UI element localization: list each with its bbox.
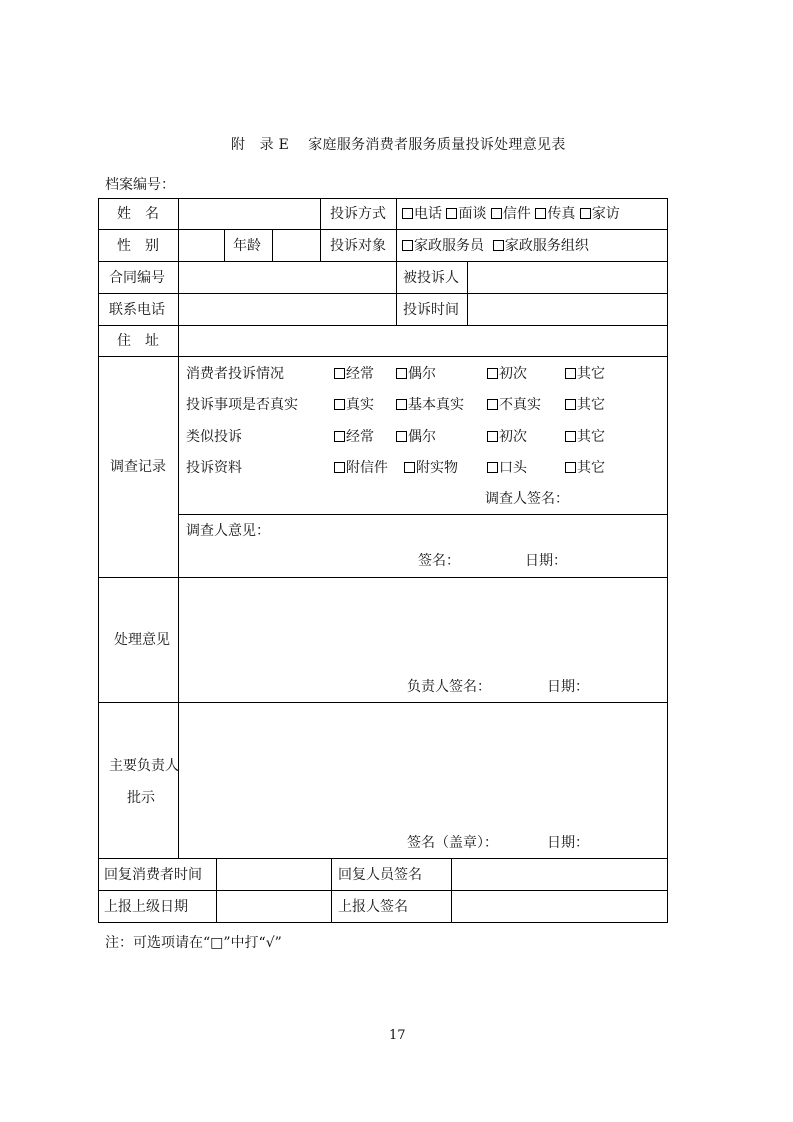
checkbox-icon[interactable] [402, 208, 413, 219]
method-fax-option[interactable]: 传真 [535, 206, 575, 222]
q4-option-letter[interactable]: 附信件 [334, 460, 388, 476]
checkbox-icon[interactable] [580, 208, 591, 219]
contact-phone-field[interactable] [180, 295, 395, 324]
q2-option-true[interactable]: 真实 [334, 397, 374, 413]
investigation-q1: 消费者投诉情况 [186, 366, 284, 382]
complaint-method-label: 投诉方式 [330, 206, 386, 222]
checkbox-icon[interactable] [491, 208, 502, 219]
contract-number-field[interactable] [180, 263, 395, 292]
reply-time-label: 回复消费者时间 [104, 867, 202, 883]
investigator-signature-label: 调查人签名： [485, 491, 569, 507]
checkbox-icon[interactable] [565, 368, 576, 379]
checkbox-icon[interactable] [487, 399, 498, 410]
handler-sign-label: 负责人签名： [407, 679, 491, 695]
complaint-time-field[interactable] [469, 295, 666, 324]
complaint-target-options [402, 238, 589, 254]
handling-opinion-field[interactable] [180, 579, 666, 679]
checkbox-icon[interactable] [396, 431, 407, 442]
leader-label-line1: 主要负责人 [109, 758, 179, 774]
page-title: 附 录 E 家庭服务消费者服务质量投诉处理意见表 [231, 137, 566, 153]
respondent-field[interactable] [469, 263, 666, 292]
checkbox-icon[interactable] [487, 431, 498, 442]
leader-sign-label: 签名（盖章）： [407, 835, 498, 851]
complaint-method-options [402, 206, 620, 222]
leader-instruction-field[interactable] [180, 704, 666, 829]
checkbox-icon[interactable] [446, 208, 457, 219]
age-label: 年龄 [233, 238, 261, 254]
age-field[interactable] [274, 231, 319, 260]
handler-date-label: 日期： [547, 679, 589, 695]
q3-option-frequent[interactable]: 经常 [334, 429, 374, 445]
checkbox-icon[interactable] [402, 240, 413, 251]
q1-option-occasional[interactable]: 偶尔 [396, 366, 436, 382]
respondent-label: 被投诉人 [403, 270, 459, 286]
q1-option-frequent[interactable]: 经常 [334, 366, 374, 382]
checkbox-icon[interactable] [404, 462, 415, 473]
method-inperson-option[interactable]: 面谈 [446, 206, 486, 222]
page-number: 17 [389, 1028, 406, 1043]
address-field[interactable] [180, 327, 666, 355]
leader-date-label: 日期： [547, 835, 589, 851]
q4-option-item[interactable]: 附实物 [404, 460, 458, 476]
checkbox-icon[interactable] [565, 399, 576, 410]
reply-person-field[interactable] [453, 860, 666, 889]
q1-option-first[interactable]: 初次 [487, 366, 527, 382]
investigation-q2: 投诉事项是否真实 [186, 397, 298, 413]
name-field[interactable] [180, 200, 319, 228]
target-worker-option[interactable]: 家政服务员 [402, 238, 484, 254]
checkbox-icon[interactable] [396, 368, 407, 379]
q2-option-untrue[interactable]: 不真实 [487, 397, 541, 413]
q4-option-other[interactable]: 其它 [565, 460, 605, 476]
checkbox-icon[interactable] [396, 399, 407, 410]
reply-time-field[interactable] [218, 860, 330, 889]
report-date-label: 上报上级日期 [104, 899, 188, 915]
footnote: 注：可选项请在“□”中打“√” [105, 935, 282, 951]
handling-opinion-label: 处理意见 [114, 632, 170, 648]
checkbox-icon[interactable] [535, 208, 546, 219]
address-label: 住 址 [117, 333, 159, 349]
q4-option-verbal[interactable]: 口头 [487, 460, 527, 476]
checkbox-icon[interactable] [487, 368, 498, 379]
method-phone-option[interactable]: 电话 [402, 206, 442, 222]
q3-option-first[interactable]: 初次 [487, 429, 527, 445]
target-organization-option[interactable]: 家政服务组织 [493, 238, 589, 254]
checkbox-icon[interactable] [334, 462, 345, 473]
complaint-time-label: 投诉时间 [403, 302, 459, 318]
report-person-label: 上报人签名 [338, 899, 408, 915]
investigation-q4: 投诉资料 [186, 460, 242, 476]
q1-option-other[interactable]: 其它 [565, 366, 605, 382]
report-date-field[interactable] [218, 892, 330, 921]
investigator-sign-label: 签名： [418, 553, 460, 569]
checkbox-icon[interactable] [334, 431, 345, 442]
investigator-date-label: 日期： [525, 553, 567, 569]
gender-label: 性 别 [117, 238, 159, 254]
investigator-opinion-label: 调查人意见： [186, 523, 270, 539]
q2-option-other[interactable]: 其它 [565, 397, 605, 413]
checkbox-icon[interactable] [334, 399, 345, 410]
file-number-label: 档案编号： [105, 177, 175, 193]
checkbox-icon[interactable] [334, 368, 345, 379]
contract-number-label: 合同编号 [109, 270, 165, 286]
method-homevisit-option[interactable]: 家访 [580, 206, 620, 222]
complaint-target-label: 投诉对象 [330, 238, 386, 254]
reply-person-label: 回复人员签名 [338, 867, 422, 883]
leader-label-line2: 批示 [127, 790, 155, 806]
investigation-q3: 类似投诉 [186, 429, 242, 445]
q2-option-mostly-true[interactable]: 基本真实 [396, 397, 464, 413]
method-letter-option[interactable]: 信件 [491, 206, 531, 222]
gender-field[interactable] [180, 231, 223, 260]
checkbox-icon[interactable] [565, 431, 576, 442]
report-person-field[interactable] [453, 892, 666, 921]
checkbox-icon[interactable] [565, 462, 576, 473]
q3-option-other[interactable]: 其它 [565, 429, 605, 445]
contact-phone-label: 联系电话 [109, 302, 165, 318]
q3-option-occasional[interactable]: 偶尔 [396, 429, 436, 445]
name-label: 姓 名 [117, 206, 159, 222]
checkbox-icon[interactable] [487, 462, 498, 473]
investigation-label: 调查记录 [110, 459, 166, 475]
checkbox-icon[interactable] [493, 240, 504, 251]
